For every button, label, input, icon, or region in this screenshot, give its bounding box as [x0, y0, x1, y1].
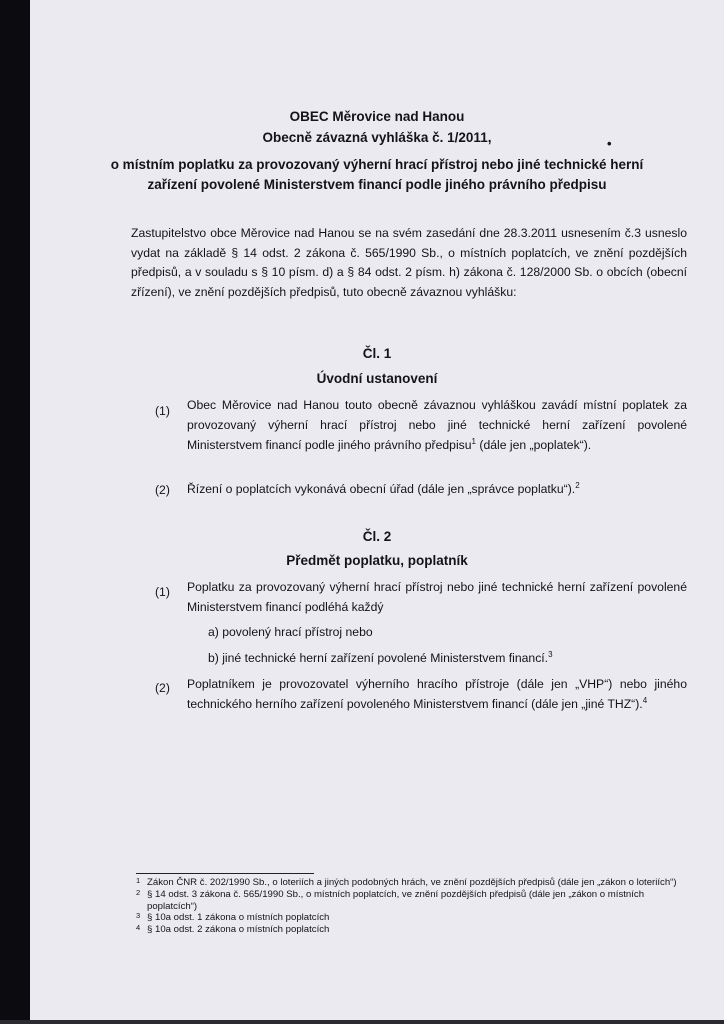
footnote-ref: 4	[642, 695, 648, 705]
article-2-paragraph-2: Poplatníkem je provozovatel výherního hracího přístroje (dále jen „VHP“) nebo jiného technického herního zařízení povoleného Ministerstvem financí (dále jen „jiné THZ“).$^4$	[187, 677, 687, 711]
document-page	[30, 0, 724, 1024]
article-2-title: Předmět poplatku, poplatník	[286, 553, 468, 568]
footnote-ref: 1	[471, 436, 476, 446]
footnote: 1 Zákon ČNR č. 202/1990 Sb., o loteriích a jiných podobných hrách, ve znění pozdějších předpisů (dále jen „zákon o loteriích“)	[136, 876, 677, 888]
footnote-ref: 2	[575, 480, 580, 490]
scan-edge-bottom	[0, 1020, 724, 1024]
municipality-heading: OBEC Měrovice nad Hanou	[289, 109, 465, 124]
footnote: 4 § 10a odst. 2 zákona o místních poplatcích	[136, 923, 330, 936]
footnote-ref: 3	[548, 649, 553, 659]
intro-paragraph: Zastupitelstvo obce Měrovice nad Hanou se na svém zasedání dne 28.3.2011 usnesením č.3 usneslo vydat na základě § 14 odst. 2 zákona č. 565/1990 Sb., o místních poplatcích, ve znění pozdějších předpisů, a v souladu s § 10 písm. d) a § 84 odst. 2 písm. h) zákona č. 128/2000 Sb. o obcích (obecní zřízení), ve znění pozdějších předpisů, tuto obecně závaznou vyhlášku:	[131, 226, 687, 299]
article-1-paragraph-1: Obec Měrovice nad Hanou touto obecně závaznou vyhláškou zavádí místní poplatek za provozovaný výherní hrací přístroj nebo jiné technické herní zařízení povolené Ministerstvem financí podle jiného právního předpisu$^1$ (dále jen „poplatek“).	[187, 398, 687, 452]
footnote-divider	[136, 873, 314, 874]
decree-heading: Obecně závazná vyhláška č. 1/2011,	[262, 130, 492, 145]
footnote: 3 § 10a odst. 1 zákona o místních poplatcích	[136, 911, 330, 924]
decree-subject: o místním poplatku za provozovaný výherní hrací přístroj nebo jiné technické herní zařízení povolené Ministerstvem financí podle jiného právního předpisu	[110, 157, 644, 192]
article-1-number: Čl. 1	[362, 346, 392, 361]
paragraph-number: (2)	[155, 483, 170, 497]
paragraph-number: (1)	[155, 404, 170, 418]
article-1-paragraph-2: Řízení o poplatcích vykonává obecní úřad (dále jen „správce poplatku“).$^2$	[187, 480, 580, 496]
footnotes	[136, 877, 696, 936]
paragraph-number: (2)	[155, 681, 170, 695]
scan-speck: •	[607, 136, 612, 151]
scan-edge	[0, 0, 30, 1024]
list-item: b) jiné technické herní zařízení povolené Ministerstvem financí.$^3$	[208, 649, 553, 665]
paragraph-number: (1)	[155, 585, 170, 599]
article-2-paragraph-1: Poplatku za provozovaný výherní hrací přístroj nebo jiné technické herní zařízení povolené Ministerstvem financí podléhá každý	[187, 580, 687, 614]
article-2-number: Čl. 2	[362, 529, 392, 544]
footnote: 2 § 14 odst. 3 zákona č. 565/1990 Sb., o místních poplatcích, ve znění pozdějších předpisů (dále jen „zákon o místních poplatcích“)	[136, 887, 645, 912]
list-item: a) povolený hrací přístroj nebo	[208, 625, 373, 639]
article-1-title: Úvodní ustanovení	[316, 371, 438, 386]
